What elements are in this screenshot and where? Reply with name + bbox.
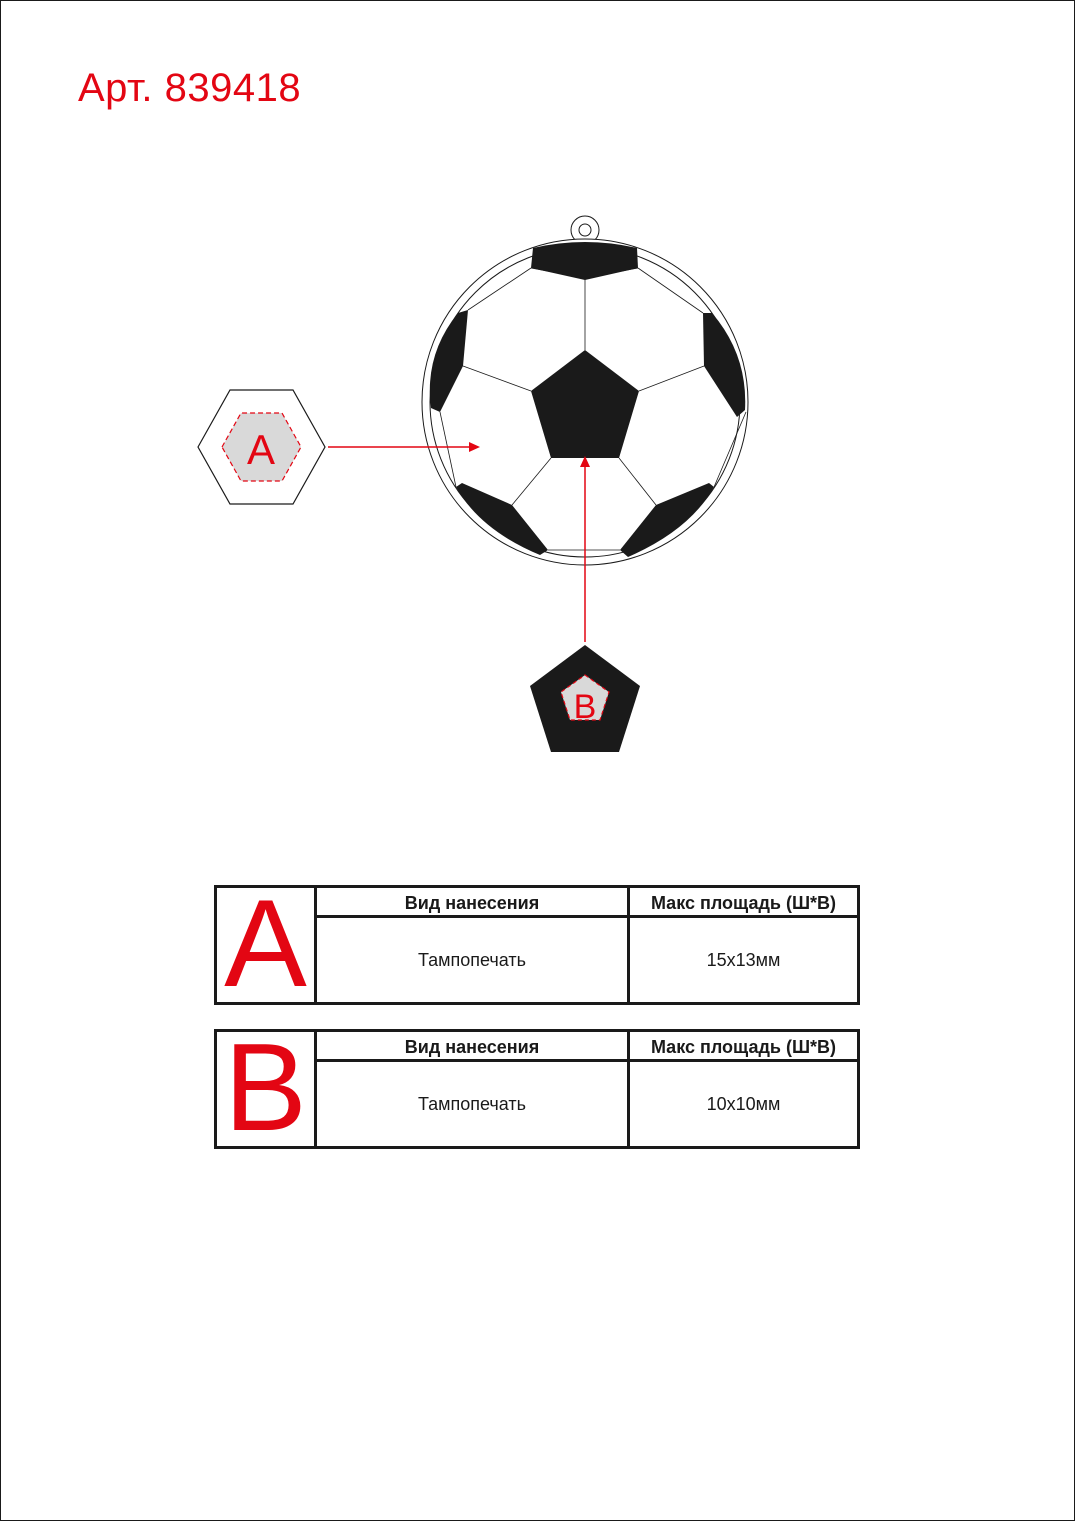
- zone-a-table: [214, 875, 860, 1013]
- zone-a-letter: A: [224, 875, 307, 1013]
- zone-a-area-column: [630, 888, 857, 1002]
- zone-a-method-column: [317, 888, 630, 1002]
- zone-b-area-value: 10х10мм: [706, 1093, 781, 1114]
- zone-b-area-header: Макс площадь (Ш*В): [630, 1032, 857, 1062]
- zone-b-method-column: [317, 1032, 630, 1146]
- zone-a-area-value: 15х13мм: [706, 949, 781, 970]
- zone-b-method-value: Тампопечать: [417, 1093, 527, 1114]
- zone-a-label: A: [246, 426, 276, 473]
- zone-b-letter-cell: [217, 1019, 317, 1157]
- zone-a-method-header: Вид нанесения: [317, 888, 627, 918]
- zone-b-table: [214, 1019, 860, 1157]
- zone-a-letter-cell: [217, 875, 317, 1013]
- zone-a-area-header: Макс площадь (Ш*В): [630, 888, 857, 918]
- zone-a-method-value: Тампопечать: [417, 949, 527, 970]
- zone-b-label: B: [573, 688, 597, 726]
- zone-b-letter: B: [224, 1019, 307, 1157]
- zone-b-method-header: Вид нанесения: [317, 1032, 627, 1062]
- article-title: Арт. 839418: [78, 66, 302, 110]
- zone-b-area-column: [630, 1032, 857, 1146]
